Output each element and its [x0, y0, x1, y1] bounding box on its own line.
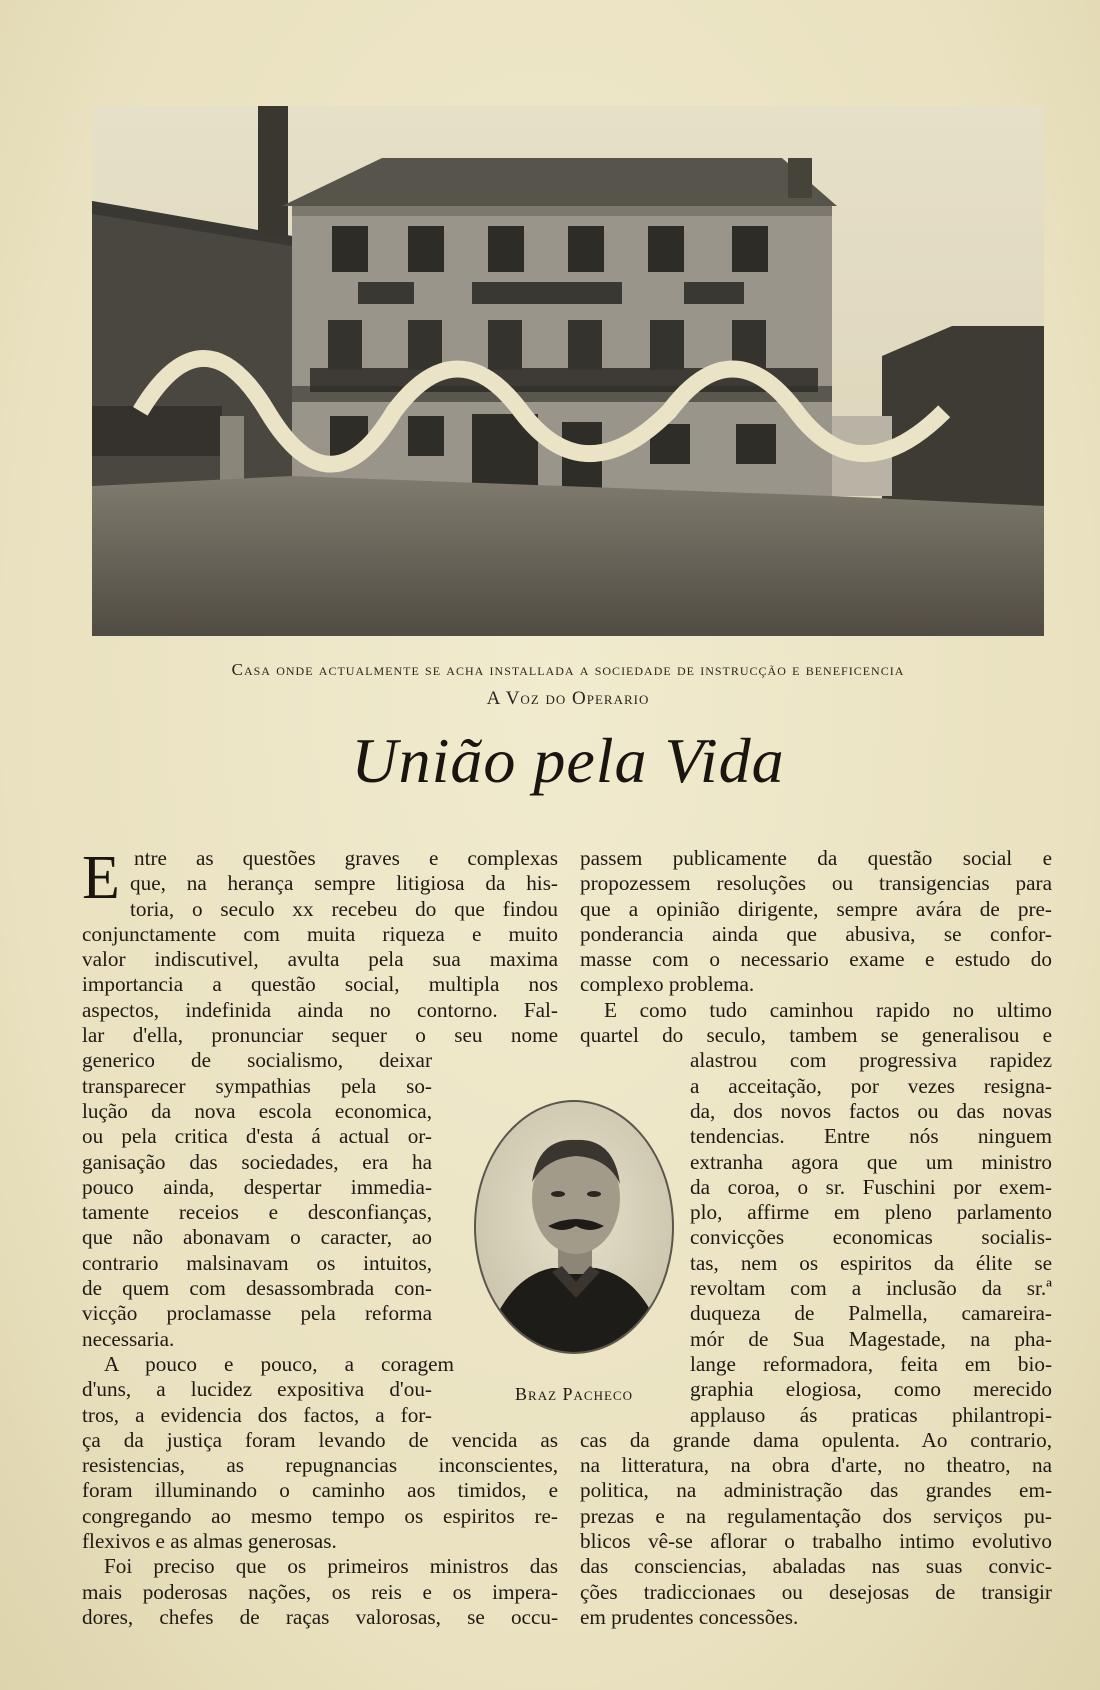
text-line: flexivos e as almas generosas. — [82, 1529, 337, 1554]
text-line: cas da grande dama opulenta. Ao contrario, — [580, 1427, 1052, 1452]
text-line: tendencias. Entre nós ninguem — [690, 1124, 1052, 1149]
text-line: tros, a evidencia dos factos, a for- — [82, 1402, 432, 1427]
text-line: mór de Sua Magestade, na pha- — [690, 1326, 1052, 1351]
text-line: que não abonavam o caracter, ao — [82, 1225, 432, 1250]
text-line: conjunctamente com muita riqueza e muito — [82, 921, 558, 946]
text-line: lar d'ella, pronunciar sequer o seu nome — [82, 1023, 558, 1048]
text-line: lange reformadora, feita em bio- — [690, 1351, 1052, 1376]
text-line: quartel do seculo, tambem se generalisou e — [580, 1023, 1052, 1048]
text-line: politica, na administração das grandes em- — [580, 1478, 1052, 1503]
text-line: tamente receios e desconfianças, — [82, 1200, 432, 1225]
engraver-signature — [98, 106, 1044, 634]
text-line: Foi preciso que os primeiros ministros das — [104, 1554, 558, 1579]
text-line: convicções economicas socialis- — [690, 1225, 1052, 1250]
text-line: transparecer sympathias pela so- — [82, 1073, 432, 1098]
text-line: a acceitação, por vezes resigna- — [690, 1073, 1052, 1098]
text-line: vicção proclamasse pela reforma — [82, 1301, 432, 1326]
portrait-oval — [472, 1098, 676, 1356]
text-line: que, na herança sempre litigiosa da his- — [130, 871, 558, 896]
text-line: da, dos novos factos ou das novas — [690, 1098, 1052, 1123]
text-line: ções tradiccionaes ou desejosas de transigir — [580, 1579, 1052, 1604]
text-line: revoltam com a inclusão da sr.ª — [690, 1276, 1052, 1301]
text-line: d'uns, a lucidez expositiva d'ou- — [82, 1377, 432, 1402]
text-line: dores, chefes de raças valorosas, se occu- — [82, 1604, 558, 1629]
text-line: da coroa, o sr. Fuschini por exem- — [690, 1174, 1052, 1199]
drop-cap: E — [82, 844, 120, 912]
text-line: complexo problema. — [580, 972, 755, 997]
text-line: ça da justiça foram levando de vencida as — [82, 1427, 558, 1452]
text-line: passem publicamente da questão social e — [580, 846, 1052, 870]
text-line: prezas e na regulamentação dos serviços pu- — [580, 1503, 1052, 1528]
text-line: de quem com desassombrada con- — [82, 1276, 432, 1301]
text-line: tas, nem os espiritos da élite se — [690, 1250, 1052, 1275]
building-photograph — [92, 106, 1044, 636]
text-line: resistencias, as repugnancias inconscientes, — [82, 1453, 558, 1478]
text-line: na litteratura, na obra d'arte, no theatro, na — [580, 1453, 1052, 1478]
text-line: plo, affirme em pleno parlamento — [690, 1200, 1052, 1225]
text-line: aspectos, indefinida ainda no contorno. Fal- — [82, 997, 558, 1022]
text-line: ntre as questões graves e complexas — [134, 846, 558, 870]
text-line: A pouco e pouco, a coragem — [104, 1351, 454, 1376]
text-line: ponderancia ainda que abusiva, se confor- — [580, 921, 1052, 946]
text-line: propozessem resoluções ou transigencias para — [580, 871, 1052, 896]
text-line: pouco ainda, despertar immedia- — [82, 1174, 432, 1199]
text-line: importancia a questão social, multipla nos — [82, 972, 558, 997]
photo-caption-line-1: Casa onde actualmente se acha installada a sociedade de instrucção e beneficencia — [231, 660, 905, 679]
text-line: das consciencias, abaladas nas suas convic- — [580, 1554, 1052, 1579]
text-line: extranha agora que um ministro — [690, 1149, 1052, 1174]
text-line: mais poderosas nações, os reis e os impera- — [82, 1579, 558, 1604]
text-line: graphia elogiosa, como merecido — [690, 1377, 1052, 1402]
text-line: generico de socialismo, deixar — [82, 1048, 432, 1073]
text-line: lução da nova escola economica, — [82, 1098, 432, 1123]
portrait-caption: Braz Pacheco — [515, 1384, 633, 1404]
photo-caption-line-2: A Voz do Operario — [486, 688, 650, 709]
text-line: que a opinião dirigente, sempre avára de pre- — [580, 896, 1052, 921]
text-line: valor indiscutivel, avulta pela sua maxima — [82, 947, 558, 972]
article-title: União pela Vida — [351, 725, 785, 796]
text-line: necessaria. — [82, 1326, 175, 1351]
text-line: contrario malsinavam os intuitos, — [82, 1250, 432, 1275]
text-line: blicos vê-se aflorar o trabalho intimo evolutivo — [580, 1529, 1052, 1554]
text-line: ou pela critica d'esta á actual or- — [82, 1124, 432, 1149]
text-line: em prudentes concessões. — [580, 1604, 799, 1629]
text-line: ganisação das sociedades, era ha — [82, 1149, 432, 1174]
text-line: alastrou com progressiva rapidez — [690, 1048, 1052, 1073]
text-line: foram illuminando o caminho aos timidos, e — [82, 1478, 558, 1503]
text-line: congregando ao mesmo tempo os espiritos re- — [82, 1503, 558, 1528]
text-line: masse com o necessario exame e estudo do — [580, 947, 1052, 972]
text-line: E como tudo caminhou rapido no ultimo — [604, 997, 1052, 1022]
text-line: duqueza de Palmella, camareira- — [690, 1301, 1052, 1326]
text-line: applauso ás praticas philantropi- — [690, 1402, 1052, 1427]
text-line: toria, o seculo xx recebeu do que findou — [130, 896, 558, 921]
